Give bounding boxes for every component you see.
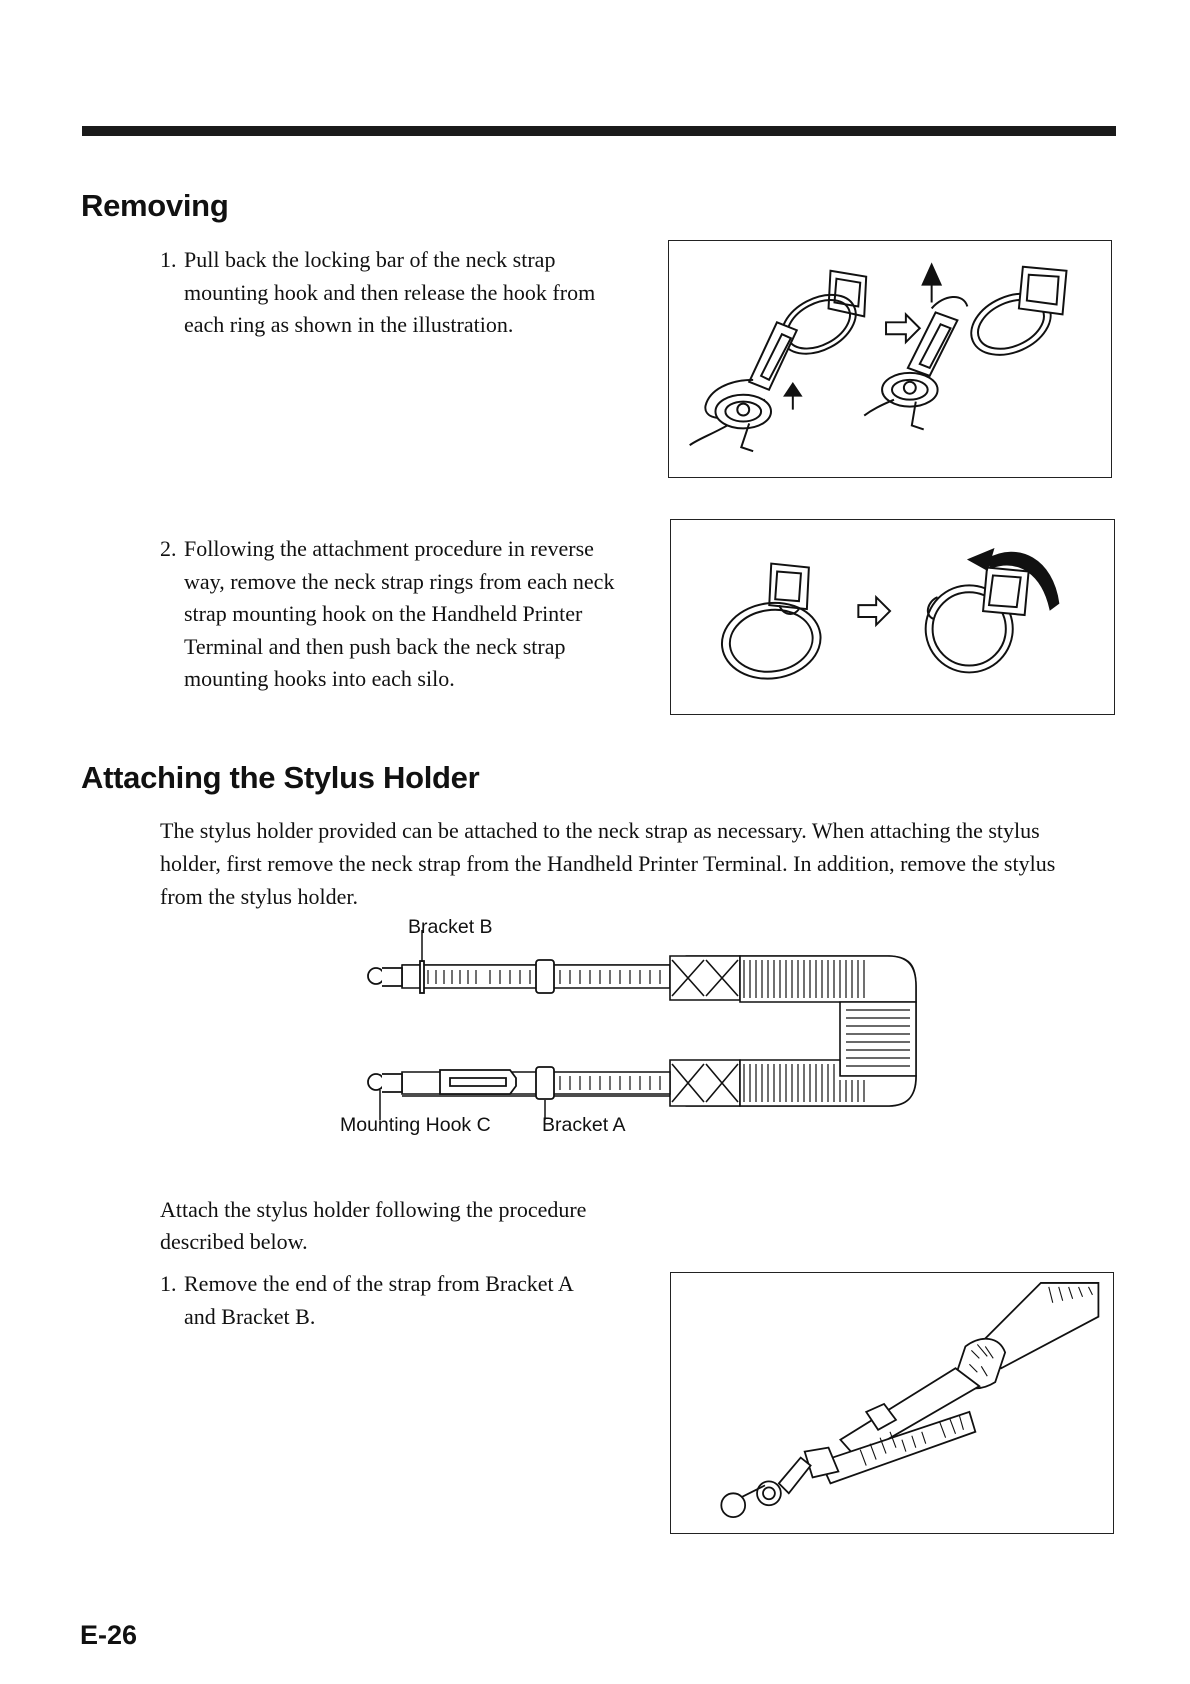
step-text: Following the attachment procedure in reverse way, remove the neck strap rings from each neck strap mounting hook on the Handheld Printer Terminal and then push back the neck strap mounting hooks into each silo. xyxy=(184,536,615,691)
section-title-removing: Removing xyxy=(81,188,229,223)
step-number: 1. xyxy=(160,1271,177,1296)
removing-step-1 xyxy=(160,244,630,342)
remove-ring-illustration xyxy=(671,520,1114,714)
neck-strap-illustration xyxy=(340,910,922,1130)
remove-strap-end-illustration xyxy=(671,1273,1113,1533)
step-text: Pull back the locking bar of the neck strap mounting hook and then release the hook from each ring as shown in the illustration. xyxy=(184,247,596,337)
figure-remove-ring xyxy=(670,519,1115,715)
label-bracket-b: Bracket B xyxy=(408,916,493,938)
figure-remove-strap-end xyxy=(670,1272,1114,1534)
release-hook-illustration xyxy=(669,241,1111,477)
label-bracket-a: Bracket A xyxy=(542,1114,626,1136)
step-text: Remove the end of the strap from Bracket A and Bracket B. xyxy=(184,1271,573,1329)
attach-intro-paragraph: Attach the stylus holder following the procedure described below. xyxy=(160,1197,587,1254)
figure-release-hook xyxy=(668,240,1112,478)
header-rule xyxy=(82,126,1116,136)
removing-step-2 xyxy=(160,533,630,696)
stylus-intro-paragraph: The stylus holder provided can be attached to the neck strap as necessary. When attaching the stylus holder, first remove the neck strap from the Handheld Printer Terminal. In addition, remove the stylus from the stylus holder. xyxy=(160,818,1056,909)
section-title-stylus: Attaching the Stylus Holder xyxy=(81,760,480,795)
label-mounting-hook-c: Mounting Hook C xyxy=(340,1114,491,1136)
stylus-step-1 xyxy=(160,1268,580,1333)
step-number: 1. xyxy=(160,247,177,272)
step-number: 2. xyxy=(160,536,177,561)
page-number: E-26 xyxy=(80,1620,138,1650)
figure-neck-strap xyxy=(340,910,922,1130)
